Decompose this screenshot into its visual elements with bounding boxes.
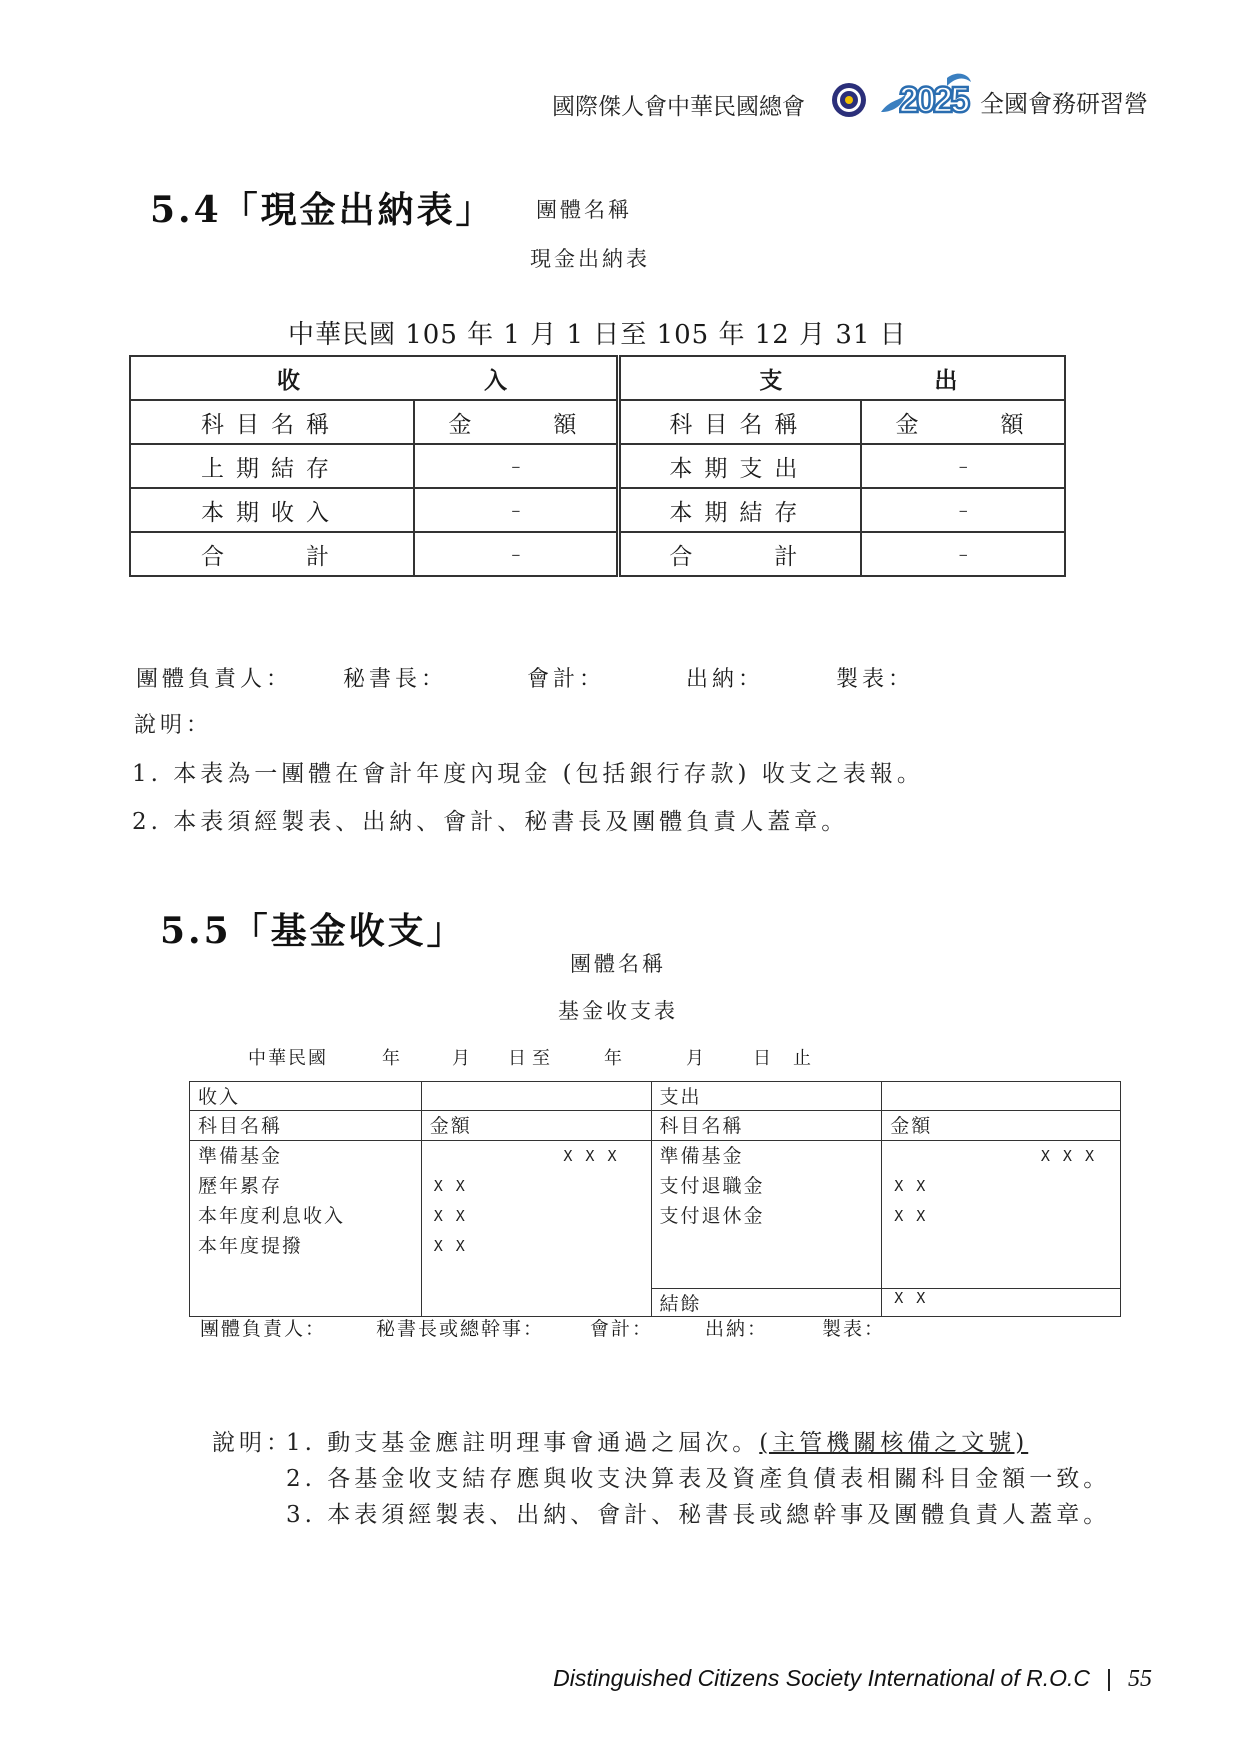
cell: – bbox=[414, 444, 619, 488]
table-row bbox=[190, 1141, 1121, 1289]
sig-accountant: 會計： bbox=[590, 1318, 654, 1340]
sig-secretary: 秘書長或總幹事： bbox=[376, 1318, 545, 1340]
list-item: 本年度提撥 bbox=[198, 1235, 304, 1257]
notes-label: 說明： bbox=[212, 1430, 293, 1456]
balance-label: 結餘 bbox=[651, 1289, 882, 1317]
table-row bbox=[130, 444, 1065, 488]
table-head-row bbox=[130, 356, 1065, 400]
cell bbox=[421, 1082, 651, 1111]
sig-secretary: 秘書長： bbox=[343, 667, 448, 692]
cell: – bbox=[414, 488, 619, 532]
list-item: X X X bbox=[563, 1147, 619, 1165]
list-item: X X X bbox=[1040, 1147, 1096, 1165]
expense-items-cell bbox=[651, 1141, 882, 1289]
cell: – bbox=[861, 444, 1065, 488]
table-row bbox=[130, 532, 1065, 576]
list-item: X X bbox=[433, 1177, 467, 1195]
section-5-5-title: 5.5「基金收支」 bbox=[160, 910, 466, 952]
cell: 本期支出 bbox=[619, 444, 862, 488]
logo-year-text: 2025 bbox=[899, 79, 968, 120]
list-item: X X bbox=[433, 1207, 467, 1225]
period-line: 中華民國 105 年 1 月 1 日至 105 年 12 月 31 日 bbox=[288, 320, 907, 350]
form-title: 現金出納表 bbox=[530, 247, 650, 271]
list-item: 歷年累存 bbox=[198, 1175, 283, 1197]
page-footer bbox=[553, 1665, 1152, 1693]
list-item: X X bbox=[894, 1207, 928, 1225]
income-items-cell bbox=[190, 1141, 422, 1317]
sig-preparer: 製表： bbox=[822, 1318, 886, 1340]
header-org-name: 國際傑人會中華民國總會 bbox=[552, 94, 805, 120]
camp-2025-logo bbox=[877, 68, 973, 124]
note-2: 2. 各基金收支結存應與收支決算表及資產負債表相關科目金額一致。 bbox=[286, 1466, 1111, 1492]
note-1: 1. 動支基金應註明理事會通過之屆次。(主管機關核備之文號) bbox=[286, 1430, 1029, 1456]
col-amount-expense: 金額 bbox=[882, 1111, 1121, 1141]
expense-amounts-cell bbox=[882, 1141, 1121, 1289]
list-item: 支付退職金 bbox=[659, 1175, 765, 1197]
page-number: 55 bbox=[1128, 1666, 1152, 1692]
col-amount-income: 金 額 bbox=[414, 400, 619, 444]
footer-separator: | bbox=[1106, 1665, 1112, 1691]
footer-society: Distinguished Citizens Society International of R.O.C bbox=[553, 1665, 1091, 1691]
cell: – bbox=[861, 532, 1065, 576]
income-header: 收 入 bbox=[130, 356, 619, 400]
table-row bbox=[130, 400, 1065, 444]
fund-table bbox=[189, 1081, 1121, 1317]
list-item: X X bbox=[433, 1237, 467, 1255]
cell: 上期結存 bbox=[130, 444, 414, 488]
cell bbox=[882, 1082, 1121, 1111]
cell: 合 計 bbox=[619, 532, 862, 576]
income-amounts-cell bbox=[421, 1141, 651, 1317]
income-header: 收入 bbox=[190, 1082, 422, 1111]
col-item-expense: 科目名稱 bbox=[619, 400, 862, 444]
col-item-expense: 科目名稱 bbox=[651, 1111, 882, 1141]
sig-cashier: 出納： bbox=[686, 667, 765, 692]
cell: 本期收入 bbox=[130, 488, 414, 532]
note-1-underline: (主管機關核備之文號) bbox=[759, 1430, 1029, 1456]
note-1: 1. 本表為一團體在會計年度內現金 (包括銀行存款) 收支之表報。 bbox=[132, 761, 924, 787]
expense-header: 支出 bbox=[651, 1082, 882, 1111]
sig-cashier: 出納： bbox=[705, 1318, 769, 1340]
list-item: 本年度利息收入 bbox=[198, 1205, 346, 1227]
section-5-4-title: 5.4「現金出納表」 bbox=[150, 189, 495, 231]
expense-header: 支 出 bbox=[619, 356, 1065, 400]
col-item-income: 科目名稱 bbox=[130, 400, 414, 444]
note-3: 3. 本表須經製表、出納、會計、秘書長或總幹事及團體負責人蓋章。 bbox=[286, 1502, 1111, 1528]
table-row bbox=[130, 488, 1065, 532]
balance-amount: X X bbox=[882, 1289, 1121, 1317]
header-camp-name: 全國會務研習營 bbox=[980, 90, 1148, 118]
notes-label: 說明： bbox=[134, 713, 213, 738]
col-amount-expense: 金 額 bbox=[861, 400, 1065, 444]
list-item: 準備基金 bbox=[198, 1145, 283, 1167]
list-item: X X bbox=[894, 1177, 928, 1195]
cell: 本期結存 bbox=[619, 488, 862, 532]
cell: 合 計 bbox=[130, 532, 414, 576]
col-amount-income: 金額 bbox=[421, 1111, 651, 1141]
sig-preparer: 製表： bbox=[836, 667, 915, 692]
sig-accountant: 會計： bbox=[527, 667, 606, 692]
cell: – bbox=[414, 532, 619, 576]
org-name-label: 團體名稱 bbox=[570, 952, 666, 976]
cell: – bbox=[861, 488, 1065, 532]
table-row bbox=[190, 1082, 1121, 1111]
cash-table bbox=[129, 355, 1066, 577]
table-row bbox=[190, 1111, 1121, 1141]
dcsi-emblem-icon bbox=[830, 81, 868, 119]
org-name-label: 團體名稱 bbox=[536, 198, 632, 222]
list-item: 準備基金 bbox=[659, 1145, 744, 1167]
col-item-income: 科目名稱 bbox=[190, 1111, 422, 1141]
note-2: 2. 本表須經製表、出納、會計、秘書長及團體負責人蓋章。 bbox=[132, 809, 849, 835]
sig-leader: 團體負責人： bbox=[200, 1318, 327, 1340]
form-title: 基金收支表 bbox=[558, 999, 678, 1023]
list-item: 支付退休金 bbox=[659, 1205, 765, 1227]
sig-leader: 團體負責人： bbox=[136, 667, 293, 692]
